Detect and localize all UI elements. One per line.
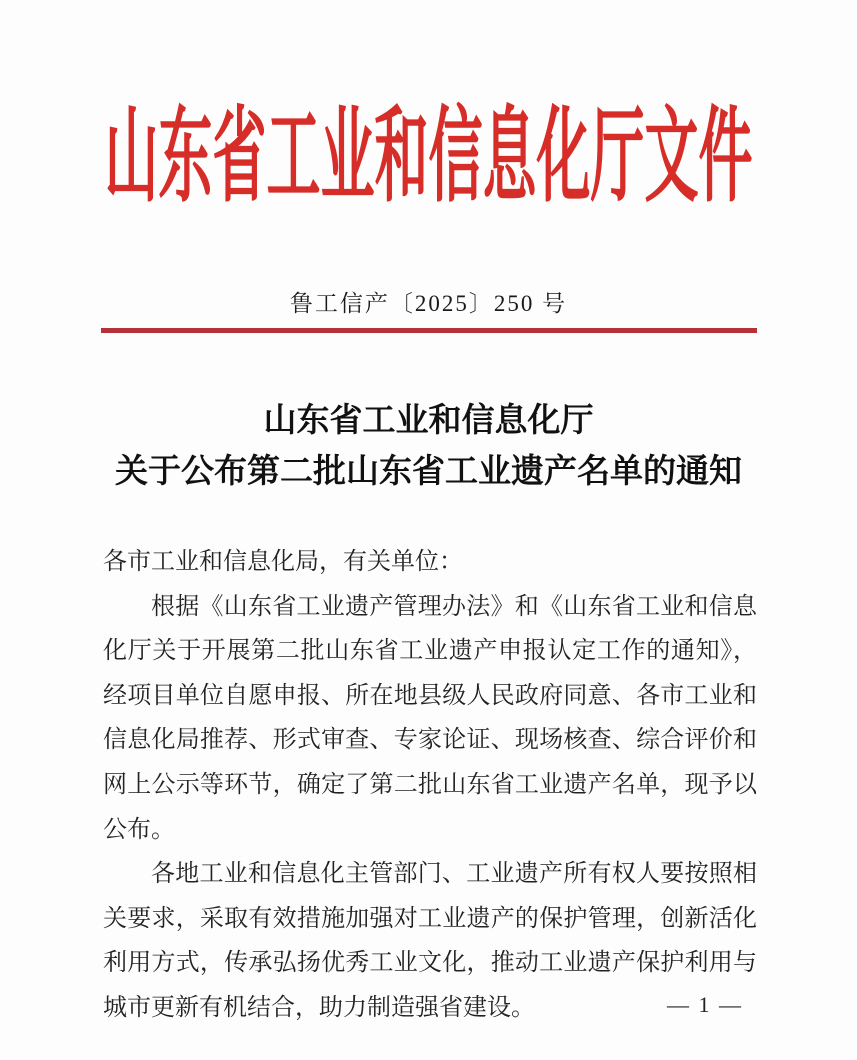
title-line-2: 关于公布第二批山东省工业遗产名单的通知 (115, 454, 742, 490)
title-line-1: 山东省工业和信息化厅 (263, 403, 594, 439)
page-number: — 1 — (667, 992, 743, 1017)
issuing-agency-banner: 山东省工业和信息化厅文件 (104, 99, 753, 215)
red-header-banner (0, 99, 857, 215)
document-title (0, 396, 857, 498)
red-divider-line (101, 328, 757, 333)
salutation: 各市工业和信息化局，有关单位： (103, 549, 463, 575)
body-paragraph-2: 各地工业和信息化主管部门、工业遗产所有权人要按照相关要求，采取有效措施加强对工业遗产的保护管理，创新活化利用方式，传承弘扬优秀工业文化，推动工业遗产保护利用与城市更新有机结合，助力制造强省建设。 (103, 861, 757, 1021)
body-paragraph-1: 根据《山东省工业遗产管理办法》和《山东省工业和信息化厅关于开展第二批山东省工业遗产申报认定工作的通知》，经项目单位自愿申报、所在地县级人民政府同意、各市工业和信息化局推荐、形式审查、专家论证、现场核查、综合评价和网上公示等环节，确定了第二批山东省工业遗产名单，现予以公布。 (103, 593, 757, 843)
document-body (103, 540, 757, 1031)
document-number: 鲁工信产〔2025〕250 号 (289, 291, 568, 316)
